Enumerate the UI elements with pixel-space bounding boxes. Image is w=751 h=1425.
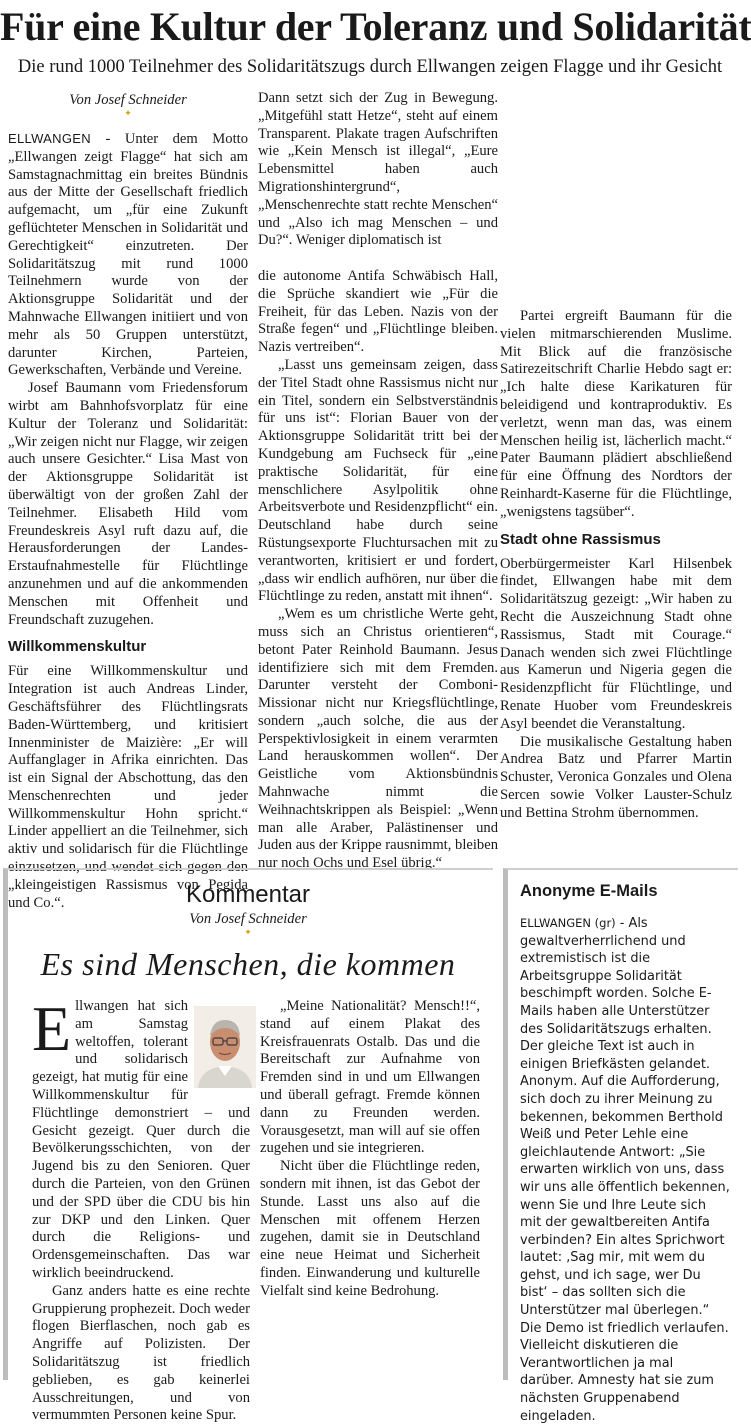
article-byline: Von Josef Schneider: [69, 92, 187, 108]
article-subheadline: Die rund 1000 Teilnehmer des Solidaritätszugs durch Ellwangen zeigen Flagge und ihr Gesicht: [17, 57, 723, 77]
kommentar-paragraph: „Meine Nationalität? Mensch!!“, stand auf einem Plakat des Kreisfrauenrats Ostalb. Das und die Bereitschaft zur Aufnahme von Fremden sind in und um Ellwangen und überall gefragt. Fremde können dann zu Freunden werden. Vorausgesetzt, man will auf sie offen zugehen und sie integrieren.: [260, 998, 480, 1157]
kommentar-headline: Es sind Menschen, die kommen: [40, 946, 456, 982]
kommentar-column-1: [32, 993, 251, 1425]
sidebar-dateline: ELLWANGEN (gr): [520, 916, 616, 930]
sidebar-box: [503, 868, 738, 1424]
article-paragraph: „Lasst uns gemeinsam zeigen, dass der Titel Stadt ohne Rassismus nicht nur ein Titel, sondern ein Selbstverständnis für uns ist“: Florian Bauer von der Aktionsgruppe Solidarität tritt bei der Kundgebung am Fuchseck für „eine praktische Solidarität, für eine menschlichere Asylpolitik ohne Arbeitsverbote und Residenzpflicht“ ein. Deutschland habe durch seine Rüstungsexporte Fluchtursachen mit zu verantworten, kritisiert er und fordert, „dass wir endlich aufhören, nur über die Flüchtlinge zu reden, anstatt mit ihnen“.: [258, 356, 498, 605]
author-portrait: [194, 1006, 256, 1088]
star-ornament-icon: ✦: [244, 927, 252, 937]
article-dateline: ELLWANGEN: [8, 131, 91, 146]
article-paragraph: Die musikalische Gestaltung haben Andrea Batz und Pfarrer Martin Schuster, Veronica Gonzales und Olena Sercen sowie Volker Lauster-Schulz und Bettina Strohm übernommen.: [500, 733, 732, 821]
kommentar-paragraph: Ellwangen hat sich am Samstag weltoffen, tolerant und solidarisch gezeigt, hat mutig für eine Willkommenskultur für Flüchtlinge demonstriert – und Gesicht gezeigt. Quer durch die Bevölkerungsschichten, von der Jugend bis zu den Senioren. Quer durch die Parteien, von den Grünen und der SPD über die CDU bis hin zur DKP und den Linken. Quer durch die Religions- und Ordensgemeinschaften. Das war wirklich beeindruckend.: [32, 998, 250, 1283]
kommentar-dropcap: E: [32, 993, 72, 1064]
kommentar-label: Kommentar: [185, 881, 311, 908]
star-ornament-icon: ✦: [124, 108, 132, 118]
subhead-willkommenskultur: Willkommenskultur: [8, 638, 147, 656]
article-paragraph: Partei ergreift Baumann für die vielen mitmarschierenden Muslime. Mit Blick auf die französische Satirezeitschrift Charlie Hebdo sagt er: „Ich halte diese Karikaturen für beleidigend und kontraproduktiv. Es verletzt, wenn man das, was einem Menschen heilig ist, lächerlich macht.“ Pater Baumann plädiert abschließend für eine Öffnung des Nordtors der Reinhardt-Kaserne für die Flüchtlinge, „wenigstens tagsüber“.: [500, 308, 732, 520]
sidebar-title: Anonyme E-Mails: [520, 882, 658, 900]
article-column-2: [258, 90, 498, 873]
article-paragraph: Josef Baumann vom Friedensforum wirbt am Bahnhofsvorplatz für eine Kultur der Toleranz und Solidarität: „Wir zeigen nicht nur Flagge, wir zeigen auch unsere Gesichter.“ Lisa Mast von der Aktionsgruppe Solidarität ist überwältigt von der großen Zahl der Teilnehmer. Elisabeth Hild vom Freundeskreis Asyl ruft dazu auf, die Herausforderungen der Landes-Erstaufnahmestelle für Flüchtlinge anzunehmen und auf die ankommenden Menschen mit Offenheit und Freundschaft zuzugehen.: [8, 380, 248, 628]
article-headline: Für eine Kultur der Toleranz und Solidarität: [0, 4, 751, 49]
kommentar-byline: Von Josef Schneider: [189, 911, 307, 927]
article-column-1: [8, 90, 248, 912]
article-paragraph: Dann setzt sich der Zug in Bewegung. „Mitgefühl statt Hetze“, steht auf einem Transparent. Plakate tragen Aufschriften wie „Kein Mensch ist illegal“, „Eure Lebensmittel haben auch Migrationshintergrund“, „Menschenrechte statt rechte Menschen“ und „Also ich mag Menschen – und Du?“. Weniger diplomatisch ist: [258, 90, 498, 249]
article-paragraph: „Wem es um christliche Werte geht, muss sich an Christus orientieren“, betont Pater Reinhold Baumann. Jesus identifiziere sich mit dem Fremden. Darunter versteht der Comboni-Missionar nicht nur Kriegsflüchtlinge, sondern „auch solche, die aus der Perspektivlosigkeit in einem verarmten Land herauskommen wollen“. Der Geistliche vom Aktionsbündnis Mahnwache nimmt die Weihnachtskrippen als Beispiel: „Wenn man alle Araber, Palästinenser und Juden aus der Krippe rausnimmt, bleiben nur noch Ochs und Esel übrig.“: [258, 606, 498, 872]
kommentar-box: [3, 868, 493, 1424]
article-paragraph: Oberbürgermeister Karl Hilsenbek findet, Ellwangen habe mit dem Solidaritätszug gezeigt: „Wir haben zu Recht die Auszeichnung Stadt ohne Rassismus, Stadt mit Courage.“ Danach wenden sich zwei Flüchtlinge aus Kamerun und Nigeria gegen die Residenzpflicht für Flüchtlinge, und Renate Huober vom Freundeskreis Asyl beendet die Veranstaltung.: [500, 555, 732, 732]
kommentar-paragraph: Ganz anders hatte es eine rechte Gruppierung prophezeit. Doch weder flogen Bierflaschen, noch gab es Angriffe auf Polizisten. Der Solidaritätszug ist friedlich geblieben, es gab keinerlei Ausschreitungen, und von vermummten Personen keine Spur.: [32, 1282, 251, 1424]
subhead-stadt-ohne-rassismus: Stadt ohne Rassismus: [500, 530, 661, 548]
article-paragraph: die autonome Antifa Schwäbisch Hall, die Sprüche skandiert wie „Für die Freiheit, für das Leben. Nazis von der Straße fegen“ und „Flüchtlinge bleiben. Nazis vertreiben“.: [258, 267, 498, 356]
sidebar-text: ELLWANGEN (gr) - Als gewaltverherrlichend und extremistisch ist die Arbeitsgruppe Solidarität beschimpft worden. Solche E-Mails haben alle Unterstützer des Solidaritätszugs erhalten. Der gleiche Text ist auch in einigen Briefkästen gelandet. Anonym. Auf die Aufforderung, sich doch zu ihrer Meinung zu bekennen, bekommen Berthold Weiß und Peter Lehle eine gleichlautende Antwort: „Sie erwarten wirklich von uns, dass wir uns alle öffentlich bekennen, wenn Sie und Ihre Leute sich mit der gewaltbereiten Antifa verbinden? Ein altes Sprichwort lautet: ‚Sag mir, mit wem du gehst, und ich sage, wer Du bist‘ – das sollten sich die Unterstützer mal überlegen.“ Die Demo ist friedlich verlaufen. Vielleicht diskutieren die Verantwortlichen ja mal darüber. Amnesty hat sie zum nächsten Gruppenabend eingeladen.: [520, 916, 730, 1424]
kommentar-paragraph: Nicht über die Flüchtlinge reden, sondern mit ihnen, ist das Gebot der Stunde. Lasst uns also auf die Menschen mit offenem Herzen zugehen, damit sie in Deutschland eine neue Heimat und Sicherheit finden. Einwanderung und kulturelle Vielfalt sind keine Bedrohung.: [260, 1158, 480, 1299]
article-paragraph: Für eine Willkommenskultur und Integration ist auch Andreas Linder, Geschäftsführer des Flüchtlingsrats Baden-Württemberg, und kritisiert Innenminister de Maizière: „Er will Auffanglager in Afrika einrichten. Das ist ein Signal der Abschottung, das den Menschenrechten und jeder Willkommenskultur Hohn spricht.“ Linder appelliert an die Teilnehmer, sich aktiv und solidarisch für die Flüchtlinge einzusetzen, und wendet sich gegen den „kleingeistigen Rassismus von Pegida und Co.“.: [8, 663, 248, 911]
article-paragraph: ELLWANGEN - Unter dem Motto „Ellwangen zeigt Flagge“ hat sich am Samstagnachmittag ein breites Bündnis aus der Mitte der Gesellschaft friedlich aufgemacht, um „für eine Zukunft geflüchteter Menschen in Solidarität und Gerechtigkeit“ einzutreten. Der Solidaritätszug mit rund 1000 Teilnehmern wurde von der Aktionsgruppe Solidarität und der Mahnwache Ellwangen initiiert und von mehr als 50 Gruppen unterstützt, darunter Kirchen, Parteien, Gewerkschaften, Verbände und Vereine.: [8, 131, 248, 379]
kommentar-column-2: [260, 998, 480, 1301]
article-column-3: [500, 308, 732, 823]
